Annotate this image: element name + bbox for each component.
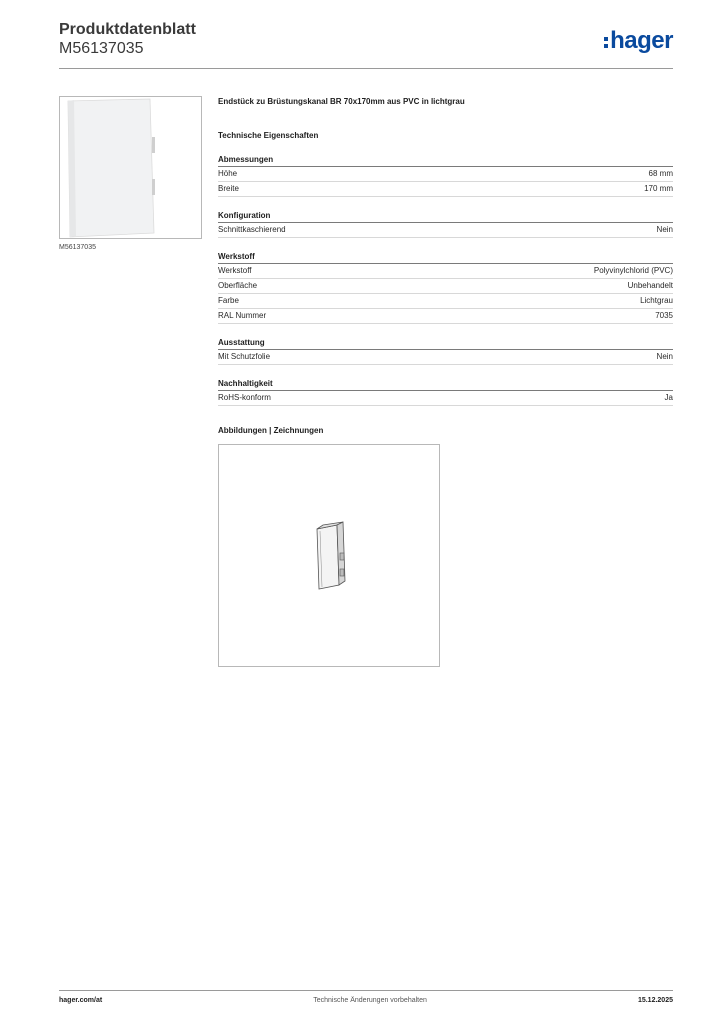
hager-logo [604, 28, 673, 54]
row-value: Nein [656, 225, 673, 234]
row-value: Unbehandelt [627, 281, 673, 290]
page-header [59, 20, 673, 68]
section-title: Nachhaltigkeit [218, 378, 673, 391]
row-label: RoHS-konform [218, 393, 271, 402]
row-label: Oberfläche [218, 281, 258, 290]
table-row [218, 309, 673, 324]
table-row [218, 167, 673, 182]
row-label: Farbe [218, 296, 239, 305]
logo-dots-icon [604, 37, 608, 48]
row-label: Werkstoff [218, 266, 252, 275]
page-title: Produktdatenblatt [59, 21, 196, 38]
row-value: 68 mm [648, 169, 673, 178]
drawings-heading: Abbildungen | Zeichnungen [218, 426, 324, 435]
document-number: M56137035 [59, 40, 144, 57]
row-value: Lichtgrau [640, 296, 673, 305]
technical-drawing [218, 444, 440, 667]
row-label: Höhe [218, 169, 238, 178]
section-konfiguration [218, 210, 673, 238]
table-row [218, 182, 673, 197]
row-value: 7035 [655, 311, 673, 320]
row-value: Ja [664, 393, 673, 402]
row-value: Nein [656, 352, 673, 361]
row-label: RAL Nummer [218, 311, 267, 320]
row-label: Schnittkaschierend [218, 225, 286, 234]
table-row [218, 279, 673, 294]
thumbnail-caption: M56137035 [59, 244, 96, 251]
page-footer [59, 997, 673, 1004]
section-title: Abmessungen [218, 154, 673, 167]
end-piece-drawing-icon [219, 445, 441, 668]
footer-date: 15.12.2025 [637, 997, 673, 1004]
table-row [218, 294, 673, 309]
row-value: 170 mm [644, 184, 673, 193]
end-piece-product-photo-icon [60, 97, 203, 240]
section-ausstattung [218, 337, 673, 365]
section-nachhaltigkeit [218, 378, 673, 406]
table-row [218, 350, 673, 365]
row-value: Polyvinylchlorid (PVC) [593, 266, 673, 275]
product-description: Endstück zu Brüstungskanal BR 70x170mm aus PVC in lichtgrau [218, 97, 465, 106]
section-title: Konfiguration [218, 210, 673, 223]
table-row [218, 391, 673, 406]
section-title: Werkstoff [218, 251, 673, 264]
main-content [218, 96, 673, 667]
product-thumbnail [59, 96, 202, 239]
technical-properties-heading: Technische Eigenschaften [218, 131, 319, 140]
row-label: Breite [218, 184, 239, 193]
footer-website: hager.com/at [59, 997, 103, 1004]
header-divider [59, 68, 673, 69]
table-row [218, 223, 673, 238]
footer-note: Technische Änderungen vorbehalten [313, 997, 427, 1004]
row-label: Mit Schutzfolie [218, 352, 271, 361]
section-werkstoff [218, 251, 673, 324]
section-title: Ausstattung [218, 337, 673, 350]
footer-divider [59, 990, 673, 991]
table-row [218, 264, 673, 279]
logo-text: hager [610, 27, 673, 54]
section-abmessungen [218, 154, 673, 197]
